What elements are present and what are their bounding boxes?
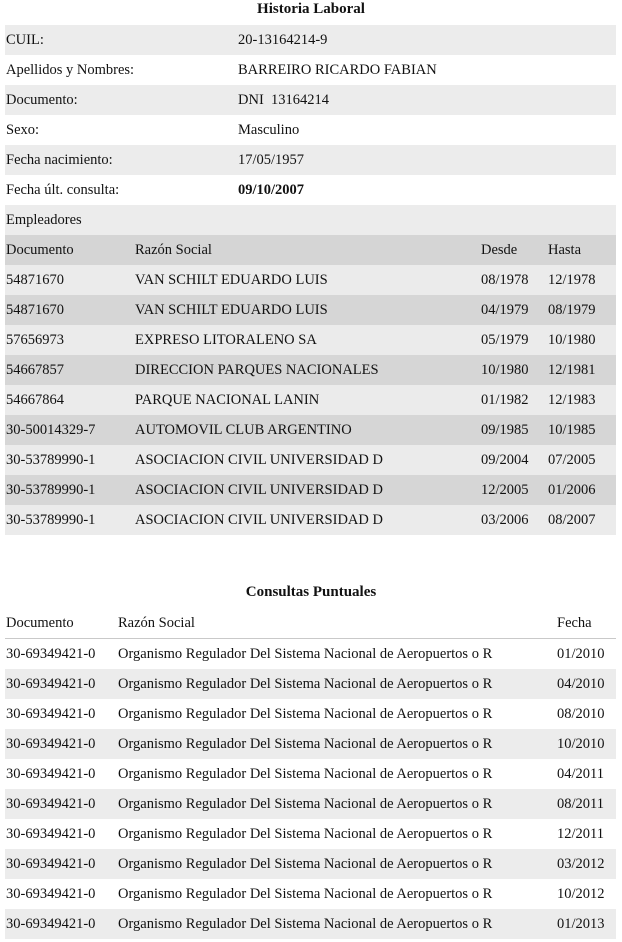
cell-razon-social: Organismo Regulador Del Sistema Nacional de Aeropuertos o R xyxy=(118,736,493,752)
table-row xyxy=(5,879,616,909)
table-row xyxy=(5,475,616,505)
cell-documento: 30-69349421-0 xyxy=(6,736,96,752)
table-row xyxy=(5,265,616,295)
cell-desde: 09/2004 xyxy=(481,452,529,468)
consultas-title: Consultas Puntuales xyxy=(245,584,377,600)
field-value: Masculino xyxy=(238,122,300,138)
col-documento: Documento xyxy=(6,615,74,631)
table-row xyxy=(5,759,616,789)
cell-razon-social: ASOCIACION CIVIL UNIVERSIDAD D xyxy=(135,512,383,528)
cell-documento: 30-69349421-0 xyxy=(6,766,96,782)
cell-documento: 30-69349421-0 xyxy=(6,916,96,932)
cell-documento: 54871670 xyxy=(6,272,64,288)
cell-desde: 08/1978 xyxy=(481,272,529,288)
field-value: 09/10/2007 xyxy=(238,182,305,198)
field-value: DNI 13164214 xyxy=(238,92,330,108)
cell-hasta: 12/1978 xyxy=(548,272,596,288)
cell-documento: 30-69349421-0 xyxy=(6,856,96,872)
field-value: 20-13164214-9 xyxy=(238,32,328,48)
cell-documento: 30-53789990-1 xyxy=(6,482,96,498)
consultas-header xyxy=(5,608,616,638)
cell-hasta: 07/2005 xyxy=(548,452,596,468)
cell-hasta: 12/1981 xyxy=(548,362,596,378)
cell-documento: 30-53789990-1 xyxy=(6,452,96,468)
cell-razon-social: Organismo Regulador Del Sistema Nacional de Aeropuertos o R xyxy=(118,826,493,842)
cell-razon-social: PARQUE NACIONAL LANIN xyxy=(135,392,320,408)
cell-documento: 30-69349421-0 xyxy=(6,796,96,812)
cell-desde: 12/2005 xyxy=(481,482,529,498)
col-razon-social: Razón Social xyxy=(118,615,195,631)
cell-fecha: 10/2012 xyxy=(557,886,605,902)
cell-documento: 30-69349421-0 xyxy=(6,706,96,722)
cell-razon-social: Organismo Regulador Del Sistema Nacional de Aeropuertos o R xyxy=(118,916,493,932)
field-fecha-consulta xyxy=(5,175,616,205)
cell-fecha: 04/2011 xyxy=(557,766,604,782)
cell-hasta: 10/1985 xyxy=(548,422,596,438)
cell-hasta: 08/2007 xyxy=(548,512,596,528)
cell-documento: 57656973 xyxy=(6,332,64,348)
cell-documento: 30-50014329-7 xyxy=(6,422,96,438)
cell-hasta: 12/1983 xyxy=(548,392,596,408)
col-hasta: Hasta xyxy=(548,242,582,258)
cell-razon-social: Organismo Regulador Del Sistema Nacional de Aeropuertos o R xyxy=(118,676,493,692)
empleadores-header xyxy=(5,235,616,265)
cell-razon-social: DIRECCION PARQUES NACIONALES xyxy=(135,362,379,378)
table-row xyxy=(5,789,616,819)
cell-fecha: 10/2010 xyxy=(557,736,605,752)
cell-razon-social: AUTOMOVIL CLUB ARGENTINO xyxy=(135,422,352,438)
table-row xyxy=(5,699,616,729)
cell-razon-social: Organismo Regulador Del Sistema Nacional de Aeropuertos o R xyxy=(118,856,493,872)
field-documento xyxy=(5,85,616,115)
field-value: BARREIRO RICARDO FABIAN xyxy=(238,62,437,78)
cell-razon-social: VAN SCHILT EDUARDO LUIS xyxy=(135,272,328,288)
field-label: Fecha últ. consulta: xyxy=(6,182,120,198)
table-row xyxy=(5,325,616,355)
cell-razon-social: EXPRESO LITORALENO SA xyxy=(135,332,317,348)
cell-desde: 01/1982 xyxy=(481,392,529,408)
cell-desde: 09/1985 xyxy=(481,422,529,438)
col-fecha: Fecha xyxy=(557,615,592,631)
cell-hasta: 08/1979 xyxy=(548,302,596,318)
cell-fecha: 01/2010 xyxy=(557,646,605,662)
field-nombres xyxy=(5,55,616,85)
cell-documento: 30-53789990-1 xyxy=(6,512,96,528)
cell-documento: 54871670 xyxy=(6,302,64,318)
table-row xyxy=(5,819,616,849)
cell-razon-social: VAN SCHILT EDUARDO LUIS xyxy=(135,302,328,318)
col-documento: Documento xyxy=(6,242,74,258)
table-row xyxy=(5,385,616,415)
cell-documento: 30-69349421-0 xyxy=(6,886,96,902)
cell-razon-social: Organismo Regulador Del Sistema Nacional de Aeropuertos o R xyxy=(118,706,493,722)
field-fecha-nacimiento xyxy=(5,145,616,175)
historia-title: Historia Laboral xyxy=(257,1,365,17)
field-label: CUIL: xyxy=(6,32,44,48)
field-cuil xyxy=(5,25,616,55)
table-row xyxy=(5,505,616,535)
table-row xyxy=(5,445,616,475)
table-row xyxy=(5,295,616,325)
cell-razon-social: Organismo Regulador Del Sistema Nacional de Aeropuertos o R xyxy=(118,646,493,662)
cell-documento: 30-69349421-0 xyxy=(6,676,96,692)
field-label: Fecha nacimiento: xyxy=(6,152,113,168)
cell-documento: 30-69349421-0 xyxy=(6,646,96,662)
cell-fecha: 04/2010 xyxy=(557,676,605,692)
cell-razon-social: Organismo Regulador Del Sistema Nacional de Aeropuertos o R xyxy=(118,766,493,782)
cell-hasta: 10/1980 xyxy=(548,332,596,348)
empleadores-label: Empleadores xyxy=(6,212,82,228)
field-label: Documento: xyxy=(6,92,78,108)
empleadores-heading xyxy=(5,205,616,235)
table-row xyxy=(5,355,616,385)
table-row xyxy=(5,849,616,879)
field-label: Apellidos y Nombres: xyxy=(6,62,135,78)
cell-razon-social: Organismo Regulador Del Sistema Nacional de Aeropuertos o R xyxy=(118,796,493,812)
cell-desde: 10/1980 xyxy=(481,362,529,378)
cell-hasta: 01/2006 xyxy=(548,482,596,498)
table-row xyxy=(5,909,616,939)
table-row xyxy=(5,415,616,445)
cell-razon-social: ASOCIACION CIVIL UNIVERSIDAD D xyxy=(135,482,383,498)
cell-desde: 04/1979 xyxy=(481,302,529,318)
field-sexo xyxy=(5,115,616,145)
cell-documento: 30-69349421-0 xyxy=(6,826,96,842)
cell-desde: 03/2006 xyxy=(481,512,529,528)
table-row xyxy=(5,729,616,759)
cell-fecha: 08/2010 xyxy=(557,706,605,722)
cell-razon-social: ASOCIACION CIVIL UNIVERSIDAD D xyxy=(135,452,383,468)
col-razon-social: Razón Social xyxy=(135,242,212,258)
cell-fecha: 03/2012 xyxy=(557,856,605,872)
cell-documento: 54667857 xyxy=(6,362,64,378)
col-desde: Desde xyxy=(481,242,518,258)
field-value: 17/05/1957 xyxy=(238,152,305,168)
cell-documento: 54667864 xyxy=(6,392,64,408)
table-row xyxy=(5,639,616,669)
cell-desde: 05/1979 xyxy=(481,332,529,348)
table-row xyxy=(5,669,616,699)
cell-fecha: 08/2011 xyxy=(557,796,604,812)
cell-fecha: 01/2013 xyxy=(557,916,605,932)
field-label: Sexo: xyxy=(6,122,40,138)
cell-fecha: 12/2011 xyxy=(557,826,604,842)
cell-razon-social: Organismo Regulador Del Sistema Nacional de Aeropuertos o R xyxy=(118,886,493,902)
